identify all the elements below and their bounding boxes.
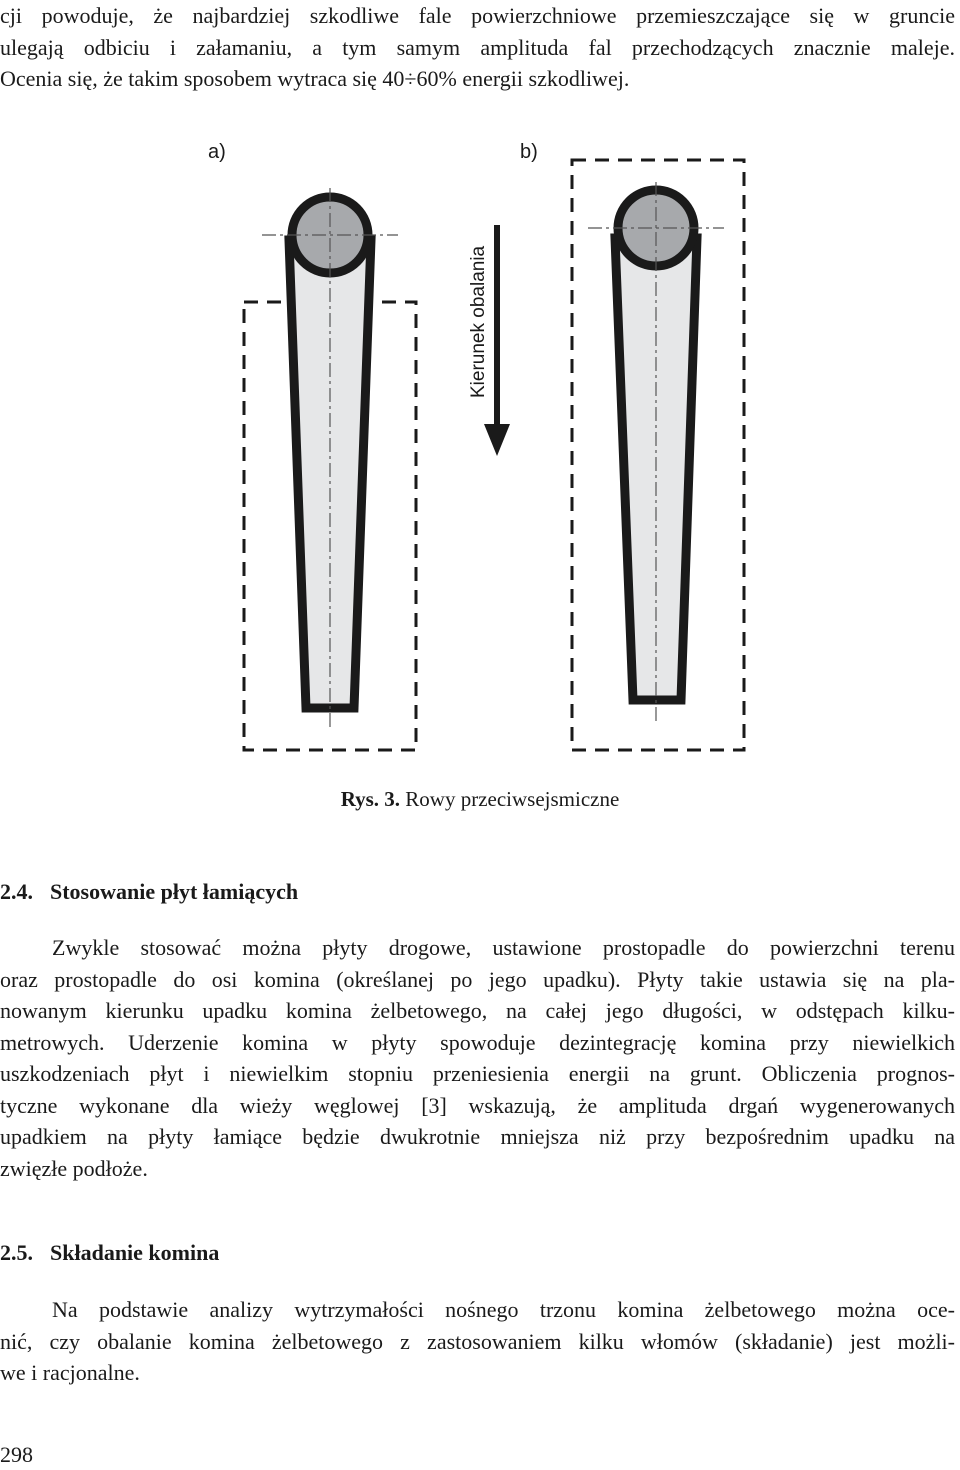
text-line: we i racjonalne. <box>0 1360 140 1385</box>
text-line: nić, czy obalanie komina żelbetowego z zastosowaniem kilku włomów (składanie) jest możli- <box>0 1328 955 1354</box>
section-title: Składanie komina <box>50 1240 220 1265</box>
section-number: 2.4. <box>0 879 33 904</box>
text-line: tyczne wykonane dla wieży węglowej [3] wskazują, że amplituda drgań wygenerowanych <box>0 1092 955 1118</box>
caption-text: Rowy przeciwsejsmiczne <box>400 787 620 811</box>
text-line: Zwykle stosować można płyty drogowe, ustawione prostopadle do powierzchni terenu <box>52 935 955 960</box>
top-paragraph <box>0 0 955 95</box>
text-line: upadkiem na płyty łamiące będzie dwukrotnie mniejsza niż przy bezpośrednim upadku na <box>0 1124 955 1149</box>
caption-number: Rys. 3. <box>340 787 401 811</box>
section-title: Stosowanie płyt łamiących <box>50 879 299 904</box>
text-line: cji powoduje, że najbardziej szkodliwe fale powierzchniowe przemieszczające się w gruncie <box>0 3 955 28</box>
text-line: oraz prostopadle do osi komina (określanej po jego upadku). Płyty takie ustawia się na pla- <box>0 966 955 992</box>
figure-caption <box>0 785 960 813</box>
text-line: metrowych. Uderzenie komina w płyty spowoduje dezintegrację komina przy niewielkich <box>0 1029 955 1055</box>
section-heading-2-5 <box>0 1238 219 1268</box>
text-line: Ocenia się, że takim sposobem wytraca się 40÷60% energii szkodliwej. <box>0 66 630 91</box>
figure-trenches <box>0 130 960 770</box>
text-line: uszkodzeniach płyt i niewielkim stopniu przeniesienia energii na grunt. Obliczenia prognos- <box>0 1061 955 1086</box>
panel-label-a: a) <box>208 141 226 163</box>
section-number: 2.5. <box>0 1240 33 1265</box>
text-line: Na podstawie analizy wytrzymałości nośnego trzonu komina żelbetowego można oce- <box>52 1297 955 1322</box>
text-line: nowanym kierunku upadku komina żelbetowego, na całej jego długości, w odstępach kilku- <box>0 998 955 1023</box>
section-heading-2-4 <box>0 877 298 907</box>
panel-label-b: b) <box>520 141 538 163</box>
page-number: 298 <box>0 1442 33 1467</box>
text-line: zwięzłe podłoże. <box>0 1155 148 1181</box>
falling-direction-label: Kierunek obalania <box>468 245 489 398</box>
section-2-4-paragraph <box>0 932 955 1184</box>
section-2-5-paragraph <box>0 1294 955 1389</box>
falling-direction-arrowhead <box>484 424 510 456</box>
text-line: ulegają odbiciu i załamaniu, a tym samym amplituda fal przechodzących znacznie maleje. <box>0 34 955 60</box>
